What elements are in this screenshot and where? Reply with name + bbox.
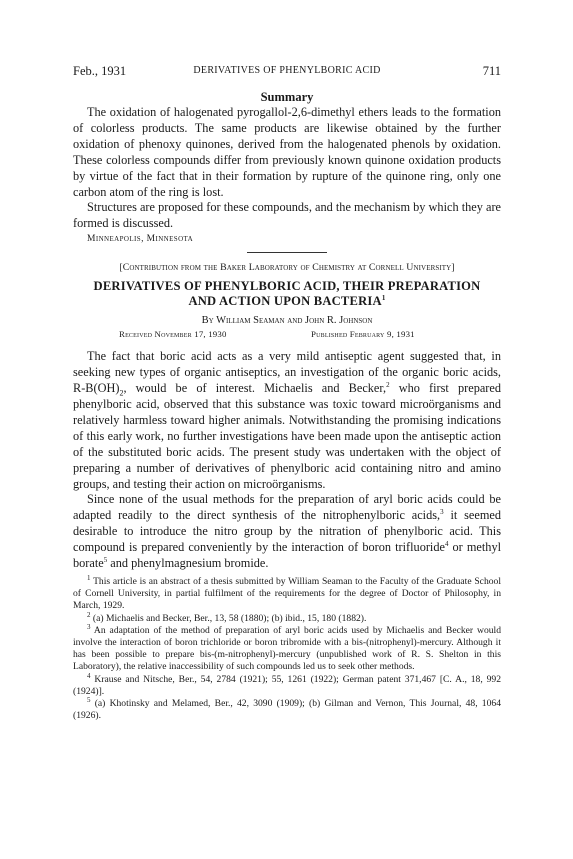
summary-paragraph-1: The oxidation of halogenated pyrogallol-2,6-dimethyl ethers leads to the formation of colorless products. The same products are likewise obtained by the further oxidation of phenoxy quinones, derived from the halogenated phenols by oxidation. These colorless compounds differ from previously known quinone oxidation products by virtue of the fact that in their formation by rupture of the quinone ring, only one carbon atom of the ring is lost. bbox=[73, 105, 501, 199]
section-divider bbox=[247, 252, 327, 253]
page-number: 711 bbox=[482, 64, 501, 78]
article-title-line-1: DERIVATIVES OF PHENYLBORIC ACID, THEIR PREPARATION bbox=[93, 279, 481, 294]
article-title bbox=[73, 279, 501, 309]
footnote-ref-3: 3 bbox=[440, 508, 444, 517]
footnote-ref-5: 5 bbox=[103, 555, 108, 564]
footnotes bbox=[73, 573, 501, 722]
footnote-ref-4: 4 bbox=[444, 540, 449, 549]
footnote-5: $^5$ (a) Khotinsky and Melamed, Ber., 42, 3090 (1909); (b) Gilman and Vernon, This Journal, 48, 1064 (1926). bbox=[73, 695, 501, 722]
author-byline: By William Seaman and John R. Johnson bbox=[201, 315, 373, 327]
article-body bbox=[73, 349, 501, 572]
footnote-4: $^4$ Krause and Nitsche, Ber., 54, 2784 (1921); 55, 1261 (1922); German patent 371,467 [C. A., 18, 992 (1924)]. bbox=[73, 671, 501, 697]
footnote-1: $^1$ This article is an abstract of a thesis submitted by William Seaman to the Faculty of the Graduate School of Cornell University, in partial fulfilment of the requirements for the degree of Doctor of Philosophy, in March, 1929. bbox=[73, 573, 501, 612]
running-title: DERIVATIVES OF PHENYLBORIC ACID bbox=[193, 65, 381, 76]
footnote-ref-2: 2 bbox=[386, 380, 390, 389]
journal-page bbox=[73, 64, 501, 722]
publication-dates bbox=[73, 329, 501, 343]
summary-heading: Summary bbox=[260, 90, 314, 104]
published-date: Published February 9, 1931 bbox=[311, 329, 415, 340]
footnote-2: $^2$ (a) Michaelis and Becker, Ber., 13, 58 (1880); (b) ibid., 15, 180 (1882). bbox=[87, 610, 367, 624]
contribution-line: [Contribution from the Baker Laboratory of Chemistry at Cornell University] bbox=[119, 262, 455, 274]
received-date: Received November 17, 1930 bbox=[119, 329, 227, 340]
running-header bbox=[73, 64, 501, 82]
body-paragraph-2: Since none of the usual methods for the preparation of aryl boric acids could be adapted readily to the direct synthesis of the nitrophenylboric acids,$^3$ it seemed desirable to introduce the nitro group by the nitration of phenylboric acid. This compound is prepared conveniently by the interaction of boron trifluoride$^4$ or methyl borate$^5$ and phenylmagnesium bromide. bbox=[73, 492, 502, 571]
author-location: Minneapolis, Minnesota bbox=[87, 234, 194, 245]
summary-paragraph-2: Structures are proposed for these compounds, and the mechanism by which they are formed is discussed. bbox=[73, 200, 501, 231]
footnote-3: $^3$ An adaptation of the method of preparation of aryl boric acids used by Michaelis and Becker would involve the interaction of boron trichloride or boron tribromide with a bis-(nitrophenyl)-mercury. Although it has been possible to prepare bis-(m-nitrophenyl)-mercury (unpublished work of R. S. Shelton in this Laboratory), the relative inaccessibility of such compounds led us to seek other methods. bbox=[73, 622, 501, 673]
title-footnote-mark: 1 bbox=[381, 294, 386, 303]
issue-date: Feb., 1931 bbox=[73, 64, 127, 78]
body-paragraph-1: The fact that boric acid acts as a very mild antiseptic agent suggested that, in seeking new types of organic antiseptics, an investigation of the organic boric acids, $R-B(OH)_2$, would be of interest. Michaelis and Becker,$^2$ who first prepared phenylboric acid, observed that this substance was toxic toward microörganisms and relatively harmless toward higher animals. Notwithstanding the promising indications of this early work, no further investigations have been made upon the antiseptic action of the substituted boric acids. The present study was undertaken with the object of preparing a number of derivatives of phenylboric acid containing nitro and amino groups, and testing their action on microörganisms. bbox=[73, 349, 501, 491]
article-title-line-2: AND ACTION UPON BACTERIA bbox=[188, 294, 382, 309]
summary-section bbox=[73, 105, 501, 232]
